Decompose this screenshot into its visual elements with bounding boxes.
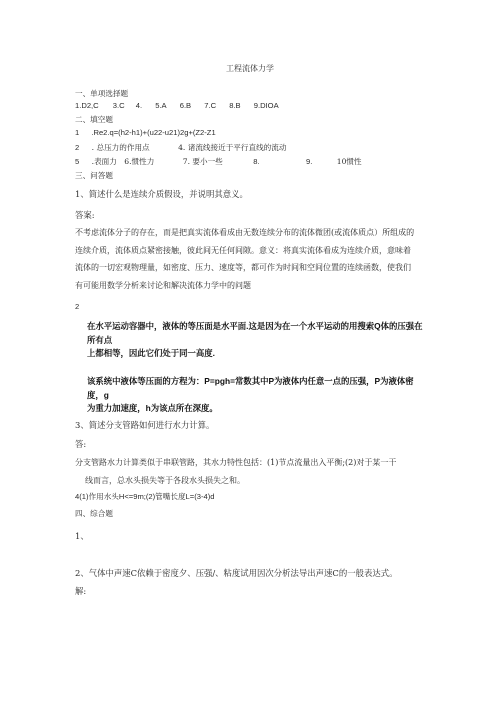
comprehensive-question-1: 1、 [75,531,89,541]
fill-8-text: 8. [253,157,260,166]
fill-10-text: 10惯性 [336,157,362,166]
question-2-paragraph-2 [87,375,427,416]
answer-line: 为重力加速度，h为该点所在深度。 [87,403,218,413]
fill-blank-line-2 [75,142,286,153]
answer-line: 流体的一切宏观物理量，如密度、压力、速度等，都可作为时间和空间位置的连续函数，使我们 [75,263,411,272]
fill-blank-line-3 [75,156,362,167]
answer-3: 3.C [112,101,125,110]
answer-5: 5.A [155,101,167,110]
answer-8: 8.B [229,101,241,110]
question-3-extra: 4(1)作用水头H<=9m;(2)管嘴长度L=(3-4)d [75,492,215,501]
solution-label: 解: [75,586,87,596]
answer-9-10: 9.DIOA [253,101,279,110]
fill-5-text: .表面力 [91,157,117,166]
section-heading-qa: 三、问答题 [75,171,113,180]
fill-1-text: .Re2.q=(h2-h1)+(u22-u21)2g+(Z2-Z1 [91,128,216,137]
answer-line: 上都相等，因此它们处于同一高度. [87,348,215,358]
question-2-paragraph-1 [87,320,427,361]
fill-7-text: 7. 要小一些 [182,157,223,166]
question-2-number: 2 [75,302,80,311]
fill-2-text-a: . 总压力的作用点 [91,143,150,152]
answer-7: 7.C [204,101,217,110]
answer-6: 6.B [179,101,192,110]
comprehensive-question-2: 2、气体中声速C依赖于密度夕、压强/、粘度试用因次分析法导出声速C的一般表达式。 [75,568,398,578]
answer-line: 连续介质，流体质点紧密接触，彼此间无任何间隙。意义：将真实流体看成为连续介质，意味着 [75,245,411,255]
section-heading-single-choice: 一、单项选择题 [75,89,129,98]
answer-line: 分支管路水力计算类似于串联管路，其水力特性包括：(1)节点流量出入平衡;(2)对于某一干 [75,458,397,467]
answer-line: 线而言，总水头损失等于各段水头损失之和。 [85,475,245,485]
fill-blank-line-1 [75,128,216,137]
fill-9-text: 9. [305,157,313,166]
answer-line: 不考虑流体分子的存在，而是把真实流体看成由无数连续分布的流体微团(或流体质点）所组成的 [75,228,415,237]
answer-1-2: 1.D2,C [75,101,99,110]
fill-5-number: 5 [75,157,80,166]
single-choice-answers [75,101,279,110]
question-1: 1、简述什么是连续介质假设，并说明其意义。 [75,189,248,199]
question-1-answer [75,224,430,294]
answer-4: 4. [135,101,143,110]
fill-2-text-b: 4. 诸流线接近于平行直线的流动 [178,143,287,152]
answer-line: 该系统中液体等压面的方程为：P=pgh=常数其中P为液体内任意一点的压强，P为液体密度，g [87,376,414,400]
fill-2-number: 2 [75,143,80,152]
section-heading-fill-blank: 二、填空题 [75,115,113,124]
question-3-answer [75,454,430,489]
answer-line: 有可能用数学分析来讨论和解决流体力学中的问题 [75,280,251,290]
section-heading-comprehensive: 四、综合题 [75,509,113,518]
answer-line: 在水平运动容器中，液体的等压面是水平面.这是因为在一个水平运动的用搜索Q体的压强在所有点 [87,321,423,345]
answer-label: 答案: [75,210,95,220]
document-title: 工程流体力学 [226,64,274,73]
question-3: 3、简述分支管路如何进行水力计算。 [75,420,215,430]
answer-label-2: 答: [75,439,87,449]
fill-6-text: 6.惯性力 [124,157,155,166]
fill-1-number: 1 [75,128,80,137]
